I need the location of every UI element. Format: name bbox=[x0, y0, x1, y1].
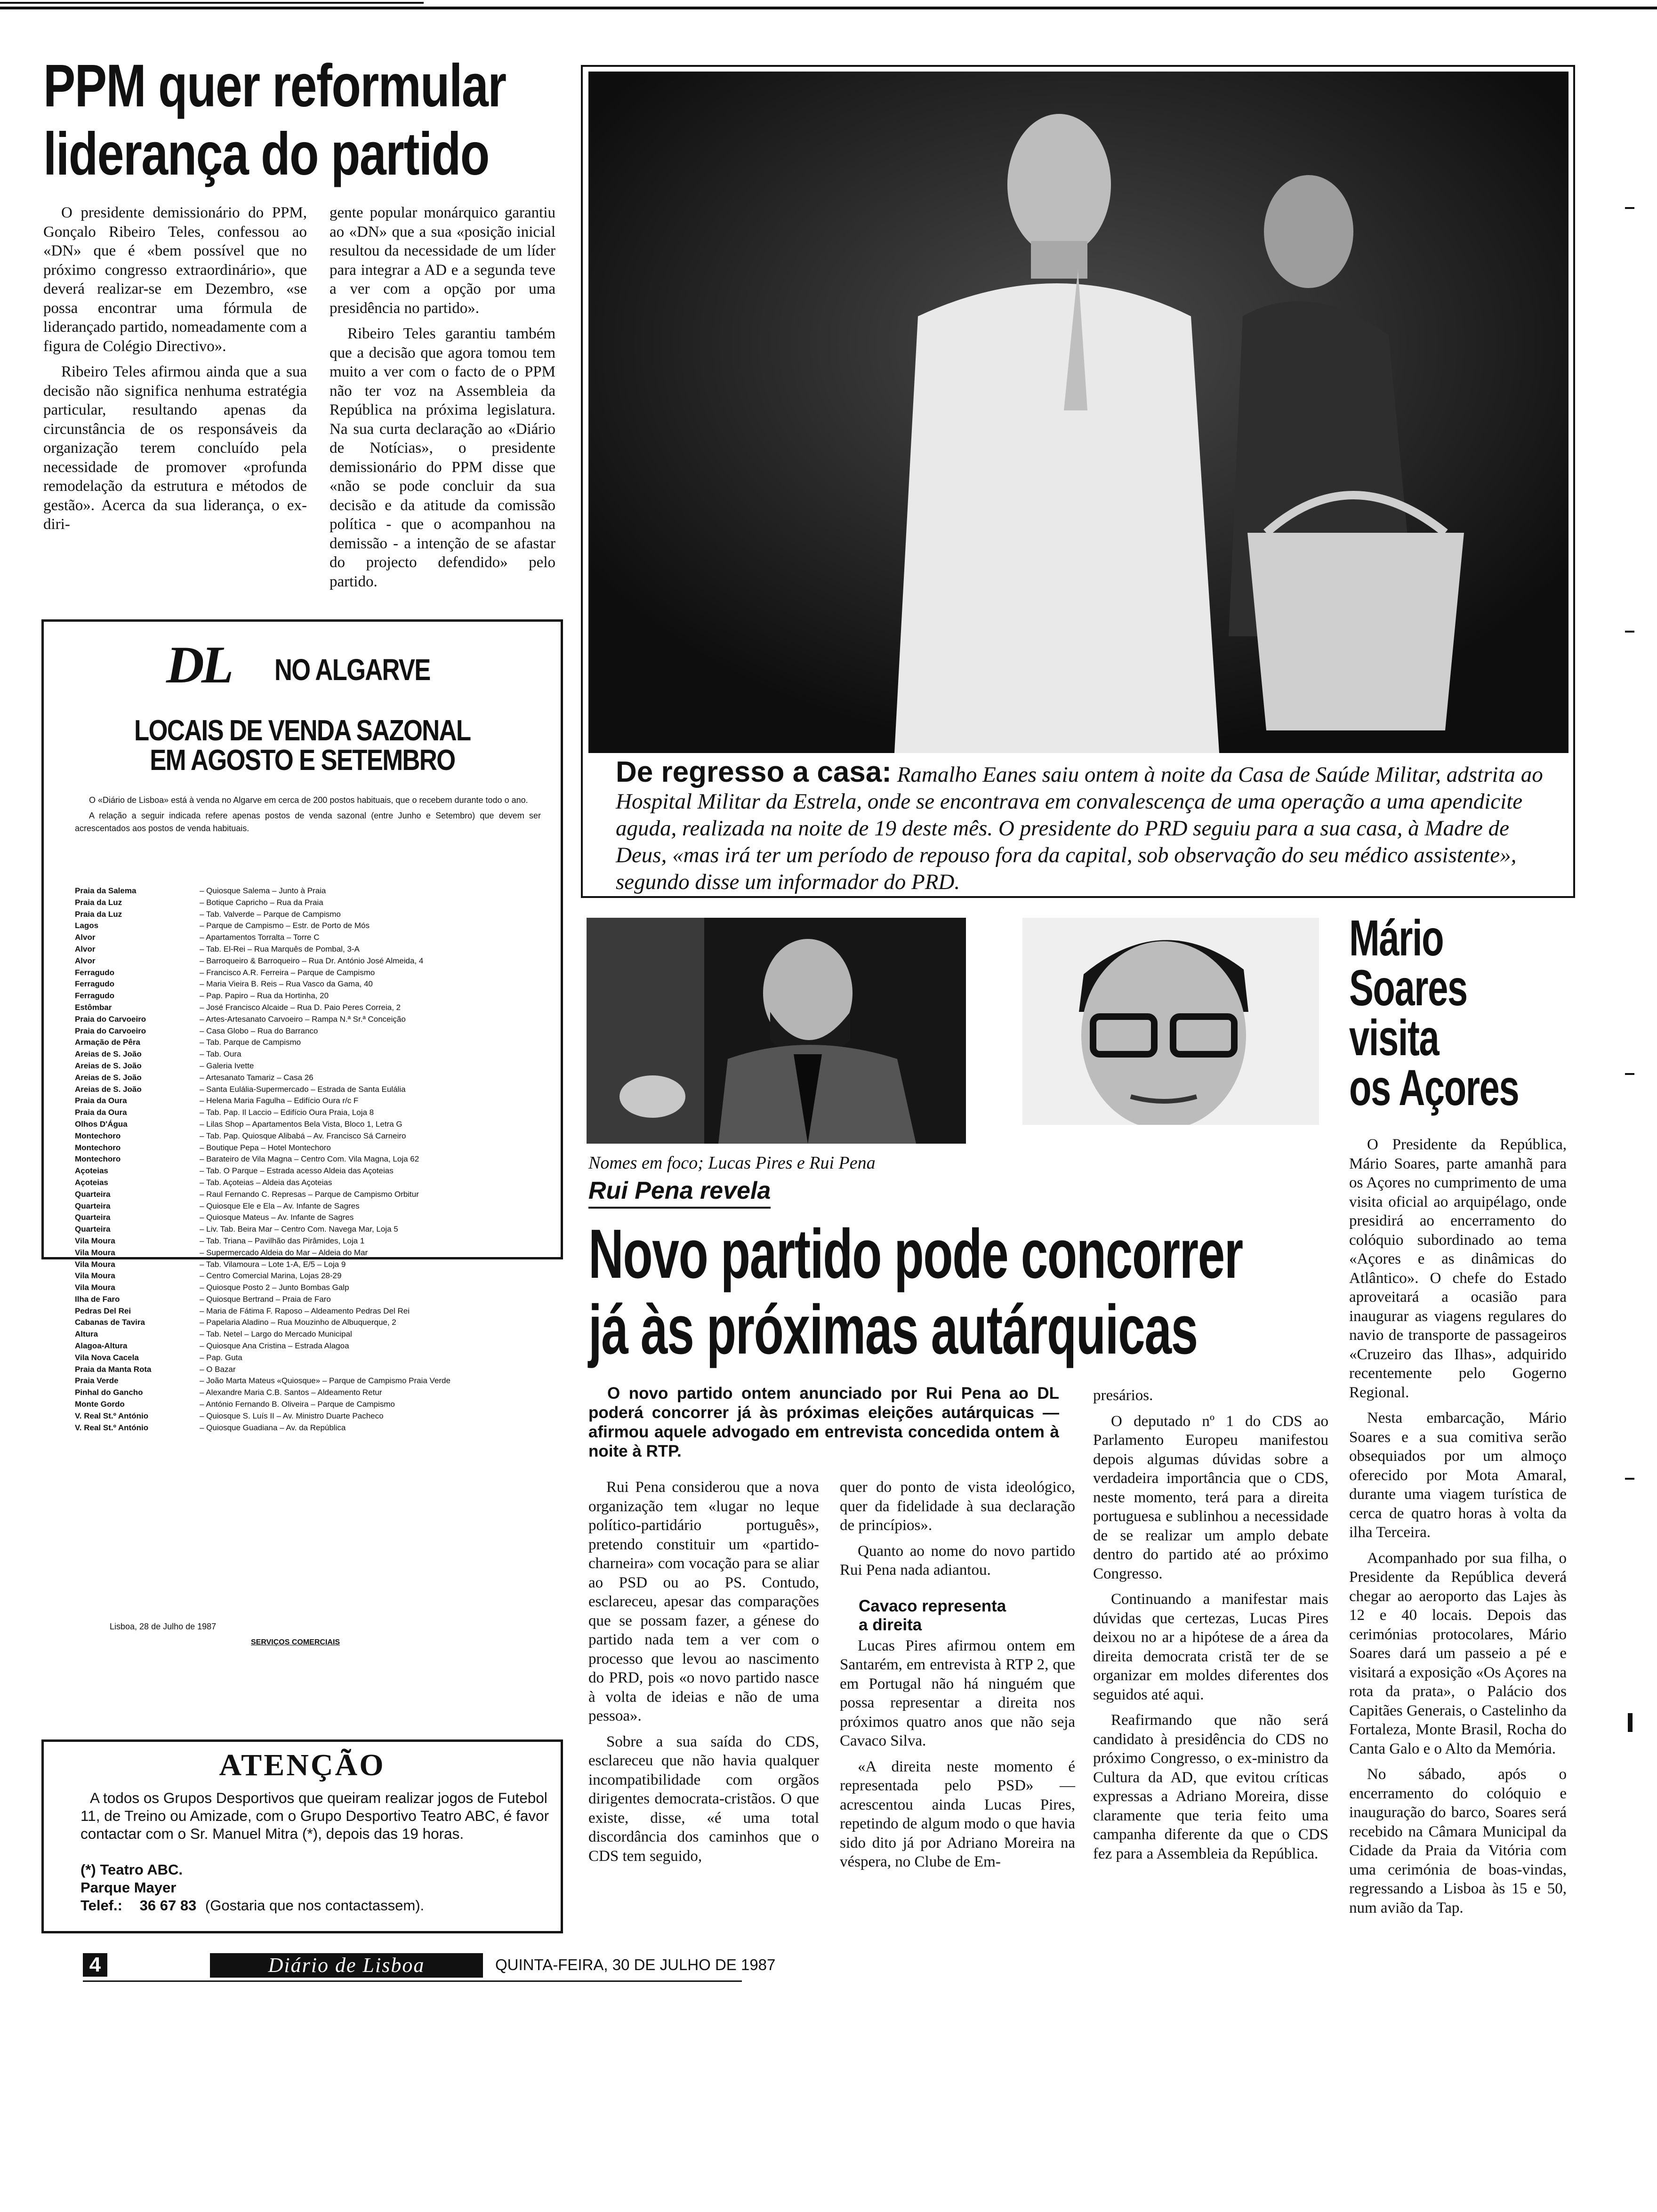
pena-col1 bbox=[588, 1478, 819, 1866]
algarve-place: Açoteias bbox=[75, 1178, 108, 1187]
algarve-vendor: – Liv. Tab. Beira Mar – Centro Com. Navega Mar, Loja 5 bbox=[200, 1225, 398, 1234]
rui-pena-photo bbox=[1022, 918, 1319, 1125]
algarve-place: V. Real St.º António bbox=[75, 1423, 149, 1432]
pena-subhead bbox=[859, 1597, 1075, 1635]
eanes-caption-lead: De regresso a casa: bbox=[616, 756, 892, 788]
footer-date: QUINTA-FEIRA, 30 DE JULHO DE 1987 bbox=[495, 1956, 776, 1973]
algarve-list-row bbox=[75, 1107, 546, 1119]
algarve-place: Vila Moura bbox=[75, 1248, 115, 1257]
algarve-vendor: – Quiosque Ana Cristina – Estrada Alagoa bbox=[200, 1341, 349, 1351]
algarve-vendor: – Quiosque Guadiana – Av. da República bbox=[200, 1423, 346, 1432]
scan-mark bbox=[1625, 1073, 1634, 1075]
algarve-vendor: – Artes-Artesanato Carvoeiro – Rampa N.ª Sr.ª Conceição bbox=[200, 1014, 406, 1024]
algarve-heading-line2: EM AGOSTO E SETEMBRO bbox=[149, 744, 455, 777]
algarve-list-row bbox=[75, 944, 546, 955]
top-rule-2 bbox=[0, 2, 424, 4]
algarve-place: Vila Moura bbox=[75, 1259, 115, 1269]
algarve-place: Vila Moura bbox=[75, 1271, 115, 1281]
algarve-place: Pedras Del Rei bbox=[75, 1306, 131, 1315]
algarve-vendor: – Barateiro de Vila Magna – Centro Com. Vila Magna, Loja 62 bbox=[200, 1154, 419, 1164]
algarve-place: Vila Moura bbox=[75, 1283, 115, 1292]
algarve-place: Vila Moura bbox=[75, 1236, 115, 1245]
algarve-vendor: – Quiosque S. Luís II – Av. Ministro Duarte Pacheco bbox=[200, 1411, 384, 1420]
algarve-list-row bbox=[75, 897, 546, 909]
algarve-place: Montechoro bbox=[75, 1154, 121, 1164]
footer-paper-name: Diário de Lisboa bbox=[210, 1953, 483, 1978]
lucas-pires-photo-image bbox=[587, 918, 966, 1144]
algarve-vendor: – Tab. Pap. Il Laccio – Edifício Oura Praia, Loja 8 bbox=[200, 1108, 374, 1117]
algarve-vendor: – Alexandre Maria C.B. Santos – Aldeamento Retur bbox=[200, 1388, 382, 1397]
eanes-caption-text: Ramalho Eanes saiu ontem à noite da Casa de Saúde Militar, adstrita ao Hospital Militar da Estrela, onde se encontrava em convalescença de uma operação a uma apendicite aguda, realizada na noite de 19 deste mês. O presidente do PRD seguiu para a sua casa, à Madre de Deus, «mas irá ter um período de repouso fora da capital, sob observação do seu médico assistente», segundo disse um informador do PRD. bbox=[616, 762, 1543, 894]
algarve-vendor: – Quiosque Ele e Ela – Av. Infante de Sagres bbox=[200, 1201, 360, 1210]
soares-p4: No sábado, após o encerramento do colóquio e inauguração do barco, Soares será recebido na Câmara Municipal da Cidade da Praia da Vitória com uma cerimónia de boas-vindas, regressando a Lisboa às 15 e 50, num avião da Tap. bbox=[1349, 1766, 1567, 1916]
pena-col3-p2: O deputado nº 1 do CDS ao Parlamento Europeu manifestou depois algumas dúvidas sobre a verdadeira importância que o CDS, neste momento, terá para a direita portuguesa e sublinhou a necessidade de se realizar um amplo debate dentro do partido até ao próximo Congresso. bbox=[1093, 1412, 1328, 1582]
soares-headline-2: Soares bbox=[1349, 959, 1467, 1016]
algarve-place: Praia do Carvoeiro bbox=[75, 1026, 146, 1035]
algarve-vendor: – Parque de Campismo – Estr. de Porto de Mós bbox=[200, 921, 370, 930]
algarve-vendor: – Tab. Triana – Pavilhão das Pirâmides, Loja 1 bbox=[200, 1236, 365, 1245]
algarve-place: Vila Nova Cacela bbox=[75, 1353, 139, 1362]
atencao-phone-note: (Gostaria que nos contactassem). bbox=[205, 1897, 425, 1914]
footer-page-number: 4 bbox=[83, 1953, 107, 1977]
algarve-vendor: – Francisco A.R. Ferreira – Parque de Campismo bbox=[200, 968, 375, 977]
algarve-list-row bbox=[75, 1375, 546, 1387]
ppm-headline-line1: PPM quer reformular bbox=[43, 52, 506, 120]
algarve-list-row bbox=[75, 1201, 546, 1212]
soares-p3: Acompanhado por sua filha, o Presidente da República deverá chegar ao aeroporto das Lajes às 12 e 40 locais. Depois das cerimónias protocolares, Mário Soares dará um passeio a pé e visitará a exposição «Os Açores na rota da prata», o Palácio dos Capitães Generais, o Castelinho da Fortaleza, Monte Brasil, Rocha do Canta Galo e o Alto da Memória. bbox=[1349, 1549, 1567, 1757]
algarve-place: Altura bbox=[75, 1330, 98, 1339]
pena-lead: O novo partido ontem anunciado por Rui Pena ao DL poderá concorrer já às próximas eleições autárquicas — afirmou aquele advogado em entrevista concedida ontem à noite à RTP. bbox=[588, 1384, 1059, 1460]
algarve-vendor: – Papelaria Aladino – Rua Mouzinho de Albuquerque, 2 bbox=[200, 1318, 396, 1327]
soares-headline bbox=[1349, 909, 1547, 1116]
algarve-place: Praia da Luz bbox=[75, 909, 122, 919]
algarve-place: Areias de S. João bbox=[75, 1073, 142, 1082]
ppm-headline bbox=[43, 52, 566, 201]
algarve-list-row bbox=[75, 1165, 546, 1177]
algarve-list-row bbox=[75, 1364, 546, 1376]
algarve-list-row bbox=[75, 1294, 546, 1306]
algarve-heading bbox=[44, 716, 561, 775]
algarve-vendor: – Raul Fernando C. Represas – Parque de Campismo Orbitur bbox=[200, 1189, 419, 1199]
algarve-list-row bbox=[75, 1340, 546, 1352]
ppm-col1-p1: O presidente demissionário do PPM, Gonçalo Ribeiro Teles, confessou ao «DN» que é «bem possível que no próximo congresso extraordinário», que deverá realizar-se em Dezembro, «se possa encontrar uma fórmula de liderançado partido, nomeadamente com a figura de Colégio Directivo». bbox=[43, 204, 307, 355]
algarve-vendor: – Tab. Vilamoura – Lote 1-A, E/5 – Loja 9 bbox=[200, 1259, 346, 1269]
algarve-list-row bbox=[75, 932, 546, 944]
algarve-list-row bbox=[75, 1177, 546, 1189]
algarve-list-row bbox=[75, 1154, 546, 1165]
algarve-place: Monte Gordo bbox=[75, 1400, 125, 1409]
atencao-text: A todos os Grupos Desportivos que queiram realizar jogos de Futebol 11, de Treino ou Amizade, com o Grupo Desportivo Teatro ABC, é favor contactar com o Sr. Manuel Mitra (*), depois das 19 horas. bbox=[80, 1789, 549, 1842]
algarve-vendor: – Quiosque Bertrand – Praia de Faro bbox=[200, 1294, 331, 1304]
algarve-place: Alvor bbox=[75, 944, 96, 954]
algarve-heading-line1: LOCAIS DE VENDA SAZONAL bbox=[134, 714, 471, 747]
algarve-vendor: – Tab. Pap. Quiosque Alibabá – Av. Francisco Sá Carneiro bbox=[200, 1131, 406, 1140]
algarve-list-row bbox=[75, 885, 546, 897]
algarve-vendor: – Pap. Papiro – Rua da Hortinha, 20 bbox=[200, 991, 329, 1001]
atencao-line1: (*) Teatro ABC. bbox=[80, 1861, 183, 1878]
algarve-list-row bbox=[75, 1212, 546, 1224]
algarve-list-row bbox=[75, 1142, 546, 1154]
algarve-place: Montechoro bbox=[75, 1143, 121, 1152]
algarve-list-row bbox=[75, 978, 546, 990]
pena-col1-p1: Rui Pena considerou que a nova organização tem «lugar no leque político-partidário português», pretendo constituir um «partido-charneira» com vocação para se aliar ao PSD ou ao PS. Contudo, esclareceu, apesar das comparações que se possam fazer, a génese do partido nada tem a ver com o processo que levou ao nascimento do PRD, pois «o novo partido nasce à volta de ideias e não de uma pessoa». bbox=[588, 1479, 819, 1724]
algarve-vendor: – Maria de Fátima F. Raposo – Aldeamento Pedras Del Rei bbox=[200, 1306, 410, 1315]
pena-col1-p2: Sobre a sua saída do CDS, esclareceu que não havia qualquer incompatibilidade com orgãos dirigentes democrata-cristãos. O que existe, disse, «é uma total discordância dos caminhos que o CDS tem seguido, bbox=[588, 1733, 819, 1865]
algarve-place: Ilha de Faro bbox=[75, 1294, 120, 1304]
atencao-box bbox=[41, 1739, 563, 1933]
algarve-place: Montechoro bbox=[75, 1131, 121, 1140]
algarve-list-row bbox=[75, 990, 546, 1002]
algarve-place: Alvor bbox=[75, 933, 96, 942]
algarve-place: Estômbar bbox=[75, 1002, 112, 1012]
algarve-vendor: – Tab. O Parque – Estrada acesso Aldeia das Açoteias bbox=[200, 1166, 394, 1176]
algarve-vendor: – Galeria Ivette bbox=[200, 1061, 254, 1070]
ppm-col2 bbox=[330, 203, 555, 591]
eanes-photo-image bbox=[588, 72, 1569, 753]
algarve-place: Alagoa-Altura bbox=[75, 1341, 128, 1351]
algarve-vendor: – Quiosque Salema – Junto à Praia bbox=[200, 886, 326, 895]
algarve-vendor: – Supermercado Aldeia do Mar – Aldeia do Mar bbox=[200, 1248, 368, 1257]
soares-p1: O Presidente da República, Mário Soares, parte amanhã para os Açores no cumprimento de uma visita oficial ao arquipélago, onde presidirá ao encerramento do colóquio subordinado ao tema «Açores e as dinâmicas do Atlântico». O chefe do Estado aproveitará a ocasião para inaugurar as viagens regulares do navio de transporte de passageiros «Cruzeiro das Ilhas», adquirido recentemente pelo Gogerno Regional. bbox=[1349, 1136, 1567, 1401]
algarve-place: Quarteira bbox=[75, 1225, 111, 1234]
algarve-list-row bbox=[75, 1270, 546, 1282]
algarve-vendor: – Tab. Oura bbox=[200, 1050, 241, 1059]
algarve-place: Praia Verde bbox=[75, 1376, 119, 1386]
algarve-place: Quarteira bbox=[75, 1201, 111, 1210]
ppm-col1 bbox=[43, 203, 307, 534]
pena-subhead-line1: Cavaco representa bbox=[859, 1596, 1006, 1615]
algarve-place: Açoteias bbox=[75, 1166, 108, 1176]
eanes-caption bbox=[616, 756, 1552, 896]
algarve-list-row bbox=[75, 1130, 546, 1142]
algarve-vendor: – Santa Eulália-Supermercado – Estrada de Santa Eulália bbox=[200, 1084, 406, 1094]
algarve-place: Areias de S. João bbox=[75, 1050, 142, 1059]
algarve-place: Praia da Oura bbox=[75, 1108, 127, 1117]
algarve-place: Cabanas de Tavira bbox=[75, 1318, 145, 1327]
ppm-col2-p1: gente popular monárquico garantiu ao «DN» que a sua «posição inicial resultou da necessidade de um líder para integrar a AD e a segunda teve a ver com a opção por uma presidência no partido». bbox=[330, 204, 555, 317]
ppm-col2-p2: Ribeiro Teles garantiu também que a decisão que agora tomou tem muito a ver com o facto de o PPM não ter voz na Assembleia da República na próxima legislatura. Na sua curta declaração ao «Diário de Notícias», o presidente demissionário do PPM disse que «não se pode concluir da sua decisão e da atitude da comissão política - que o acompanhou na demissão - a intenção de se afastar do projecto defendido» pelo partido. bbox=[330, 325, 555, 590]
algarve-place: Areias de S. João bbox=[75, 1061, 142, 1070]
algarve-box bbox=[41, 619, 563, 1646]
algarve-vendor: – O Bazar bbox=[200, 1364, 236, 1374]
soares-headline-3: visita bbox=[1349, 1009, 1439, 1066]
algarve-list-row bbox=[75, 1037, 546, 1049]
algarve-list-row bbox=[75, 1014, 546, 1026]
atencao-line2: Parque Mayer bbox=[80, 1879, 177, 1896]
algarve-intro-2: A relação a seguir indicada refere apenas postos de venda sazonal (entre Junho e Setembro) que devem ser acrescentados aos postos de venda habituais. bbox=[75, 811, 541, 833]
ppm-headline-line2: liderança do partido bbox=[43, 120, 489, 188]
pena-subhead-line2: a direita bbox=[859, 1615, 922, 1634]
algarve-vendor: – José Francisco Alcaide – Rua D. Paio Peres Correia, 2 bbox=[200, 1002, 401, 1012]
pena-col2-p3: Lucas Pires afirmou ontem em Santarém, em entrevista à RTP 2, que em Portugal não há ninguém que possa representar a direita nos próximos quatro anos que não seja Cavaco Silva. bbox=[840, 1637, 1075, 1749]
algarve-place: Ferragudo bbox=[75, 968, 115, 977]
algarve-list-row bbox=[75, 1060, 546, 1072]
algarve-place: Pinhal do Gancho bbox=[75, 1388, 143, 1397]
algarve-list-row bbox=[75, 1049, 546, 1060]
scan-mark bbox=[1625, 631, 1634, 633]
soares-headline-4: os Açores bbox=[1349, 1059, 1519, 1116]
algarve-list-row bbox=[75, 1411, 546, 1422]
pena-col2 bbox=[840, 1478, 1075, 1872]
algarve-list-row bbox=[75, 1422, 546, 1434]
algarve-list-row bbox=[75, 1084, 546, 1096]
rui-pena-photo-image bbox=[1022, 918, 1319, 1125]
pena-kicker: Rui Pena revela bbox=[588, 1177, 771, 1209]
algarve-place: Praia do Carvoeiro bbox=[75, 1014, 146, 1024]
algarve-place: Praia da Manta Rota bbox=[75, 1364, 152, 1374]
pena-photo-caption: Nomes em foco; Lucas Pires e Rui Pena bbox=[588, 1153, 876, 1173]
soares-body bbox=[1349, 1135, 1567, 1917]
algarve-list bbox=[75, 885, 546, 1434]
algarve-list-row bbox=[75, 1224, 546, 1235]
algarve-list-row bbox=[75, 1247, 546, 1259]
algarve-place: Ferragudo bbox=[75, 991, 115, 1001]
algarve-list-row bbox=[75, 1026, 546, 1037]
footer-rule bbox=[83, 1980, 742, 1982]
pena-col2-p1: quer do ponto de vista ideológico, quer da fidelidade à sua declaração de princípios». bbox=[840, 1479, 1075, 1534]
algarve-vendor: – Apartamentos Torralta – Torre C bbox=[200, 933, 320, 942]
lucas-pires-photo bbox=[587, 918, 966, 1144]
algarve-vendor: – Maria Vieira B. Reis – Rua Vasco da Gama, 40 bbox=[200, 979, 373, 989]
pena-col3 bbox=[1093, 1386, 1328, 1863]
algarve-title: NO ALGARVE bbox=[274, 653, 430, 687]
ppm-col1-p2: Ribeiro Teles afirmou ainda que a sua decisão não significa nenhuma estratégia particular, resultando apenas da circunstância de os responsáveis da organização terem concluído pela necessidade de promover «profunda remodelação da estrutura e métodos de gestão». Acerca da sua liderança, o ex-diri- bbox=[43, 363, 307, 533]
algarve-vendor: – João Marta Mateus «Quiosque» – Parque de Campismo Praia Verde bbox=[200, 1376, 450, 1386]
algarve-list-row bbox=[75, 1306, 546, 1317]
algarve-list-row bbox=[75, 1282, 546, 1294]
scan-mark bbox=[1625, 1478, 1634, 1480]
algarve-vendor: – Tab. Parque de Campismo bbox=[200, 1038, 301, 1047]
pena-col3-p4: Reafirmando que não será candidato à presidência do CDS no próximo Congresso, o ex-ministro da Cultura da AD, que evitou críticas expressas a Adriano Moreira, disse claramente que teria feito uma campanha diferente da que o CDS fez para a Assembleia da República. bbox=[1093, 1712, 1328, 1862]
scan-mark bbox=[1625, 207, 1634, 209]
soares-p2: Nesta embarcação, Mário Soares e a sua comitiva serão obsequiados por um almoço oferecido por Mota Amaral, durante uma viagem turística de cerca de quatro horas à volta da ilha Terceira. bbox=[1349, 1410, 1567, 1541]
algarve-vendor: – Artesanato Tamariz – Casa 26 bbox=[200, 1073, 314, 1082]
algarve-vendor: – Helena Maria Fagulha – Edifício Oura r/c F bbox=[200, 1096, 359, 1106]
top-rule bbox=[0, 7, 1657, 9]
algarve-list-row bbox=[75, 1235, 546, 1247]
algarve-list-row bbox=[75, 909, 546, 921]
atencao-phone: 36 67 83 bbox=[139, 1897, 197, 1914]
algarve-list-row bbox=[75, 1119, 546, 1130]
eanes-photo bbox=[588, 72, 1569, 753]
eanes-block bbox=[581, 65, 1575, 898]
algarve-place: Armação de Pêra bbox=[75, 1038, 140, 1047]
footer bbox=[83, 1953, 776, 1983]
algarve-list-row bbox=[75, 1329, 546, 1340]
algarve-list-row bbox=[75, 955, 546, 967]
algarve-list-row bbox=[75, 1189, 546, 1201]
pena-col2-p2: Quanto ao nome do novo partido Rui Pena nada adiantou. bbox=[840, 1542, 1075, 1579]
scan-mark bbox=[1628, 1713, 1633, 1732]
algarve-vendor: – Boutique Pepa – Hotel Montechoro bbox=[200, 1143, 331, 1152]
algarve-sign: SERVIÇOS COMERCIAIS bbox=[251, 1638, 340, 1646]
algarve-place: Olhos D'Água bbox=[75, 1119, 128, 1129]
pena-col3-p3: Continuando a manifestar mais dúvidas que certezas, Lucas Pires deixou no ar a hipótese de a área da direita democrata cristã ter de se organizar em moldes diferentes dos seguidos até aqui. bbox=[1093, 1591, 1328, 1703]
algarve-vendor: – Botique Capricho – Rua da Praia bbox=[200, 898, 323, 907]
algarve-list-row bbox=[75, 1317, 546, 1329]
pena-headline bbox=[588, 1215, 1332, 1369]
algarve-place: Alvor bbox=[75, 956, 96, 965]
algarve-list-row bbox=[75, 967, 546, 979]
pena-col3-p1: presários. bbox=[1093, 1387, 1153, 1404]
algarve-list-row bbox=[75, 920, 546, 932]
atencao-phone-label: Telef.: bbox=[80, 1897, 122, 1914]
algarve-vendor: – António Fernando B. Oliveira – Parque de Campismo bbox=[200, 1400, 395, 1409]
algarve-place: Praia da Luz bbox=[75, 898, 122, 907]
algarve-date: Lisboa, 28 de Julho de 1987 bbox=[110, 1622, 217, 1631]
soares-headline-1: Mário bbox=[1349, 909, 1444, 966]
algarve-place: Quarteira bbox=[75, 1189, 111, 1199]
algarve-list-row bbox=[75, 1259, 546, 1271]
atencao-title: ATENÇÃO bbox=[219, 1748, 386, 1782]
algarve-place: Praia da Oura bbox=[75, 1096, 127, 1106]
atencao-line3 bbox=[80, 1897, 424, 1914]
algarve-intro bbox=[75, 794, 541, 835]
algarve-list-row bbox=[75, 1352, 546, 1364]
pena-col2-p4: «A direita neste momento é representada pelo PSD» — acrescentou ainda Lucas Pires, repetindo de algum modo o que havia sido dito já por Adriano Moreira na véspera, no Clube de Em- bbox=[840, 1758, 1075, 1870]
algarve-list-row bbox=[75, 1095, 546, 1107]
algarve-vendor: – Tab. Valverde – Parque de Campismo bbox=[200, 909, 341, 919]
algarve-list-row bbox=[75, 1072, 546, 1084]
algarve-vendor: – Casa Globo – Rua do Barranco bbox=[200, 1026, 318, 1035]
algarve-vendor: – Tab. El-Rei – Rua Marquês de Pombal, 3-A bbox=[200, 944, 360, 954]
algarve-vendor: – Tab. Açoteias – Aldeia das Açoteias bbox=[200, 1178, 332, 1187]
algarve-vendor: – Pap. Guta bbox=[200, 1353, 242, 1362]
algarve-list-row bbox=[75, 1387, 546, 1399]
algarve-intro-1: O «Diário de Lisboa» está à venda no Algarve em cerca de 200 postos habituais, que o recebem durante todo o ano. bbox=[89, 795, 528, 805]
algarve-vendor: – Quiosque Posto 2 – Junto Bombas Galp bbox=[200, 1283, 349, 1292]
algarve-vendor: – Barroqueiro & Barroqueiro – Rua Dr. António José Almeida, 4 bbox=[200, 956, 424, 965]
algarve-list-row bbox=[75, 1399, 546, 1411]
algarve-vendor: – Quiosque Mateus – Av. Infante de Sagres bbox=[200, 1213, 354, 1222]
algarve-list-row bbox=[75, 1002, 546, 1014]
pena-headline-line1: Novo partido pode concorrer bbox=[588, 1215, 1243, 1293]
algarve-vendor: – Lilas Shop – Apartamentos Bela Vista, Bloco 1, Letra G bbox=[200, 1119, 402, 1129]
algarve-place: Quarteira bbox=[75, 1213, 111, 1222]
algarve-vendor: – Tab. Netel – Largo do Mercado Municipal bbox=[200, 1330, 352, 1339]
algarve-place: Praia da Salema bbox=[75, 886, 137, 895]
dl-logo: DL bbox=[166, 636, 231, 694]
algarve-vendor: – Centro Comercial Marina, Lojas 28-29 bbox=[200, 1271, 342, 1281]
algarve-place: Areias de S. João bbox=[75, 1084, 142, 1094]
pena-headline-line2: já às próximas autárquicas bbox=[588, 1290, 1198, 1369]
algarve-place: V. Real St.º António bbox=[75, 1411, 149, 1420]
algarve-place: Lagos bbox=[75, 921, 99, 930]
algarve-place: Ferragudo bbox=[75, 979, 115, 989]
